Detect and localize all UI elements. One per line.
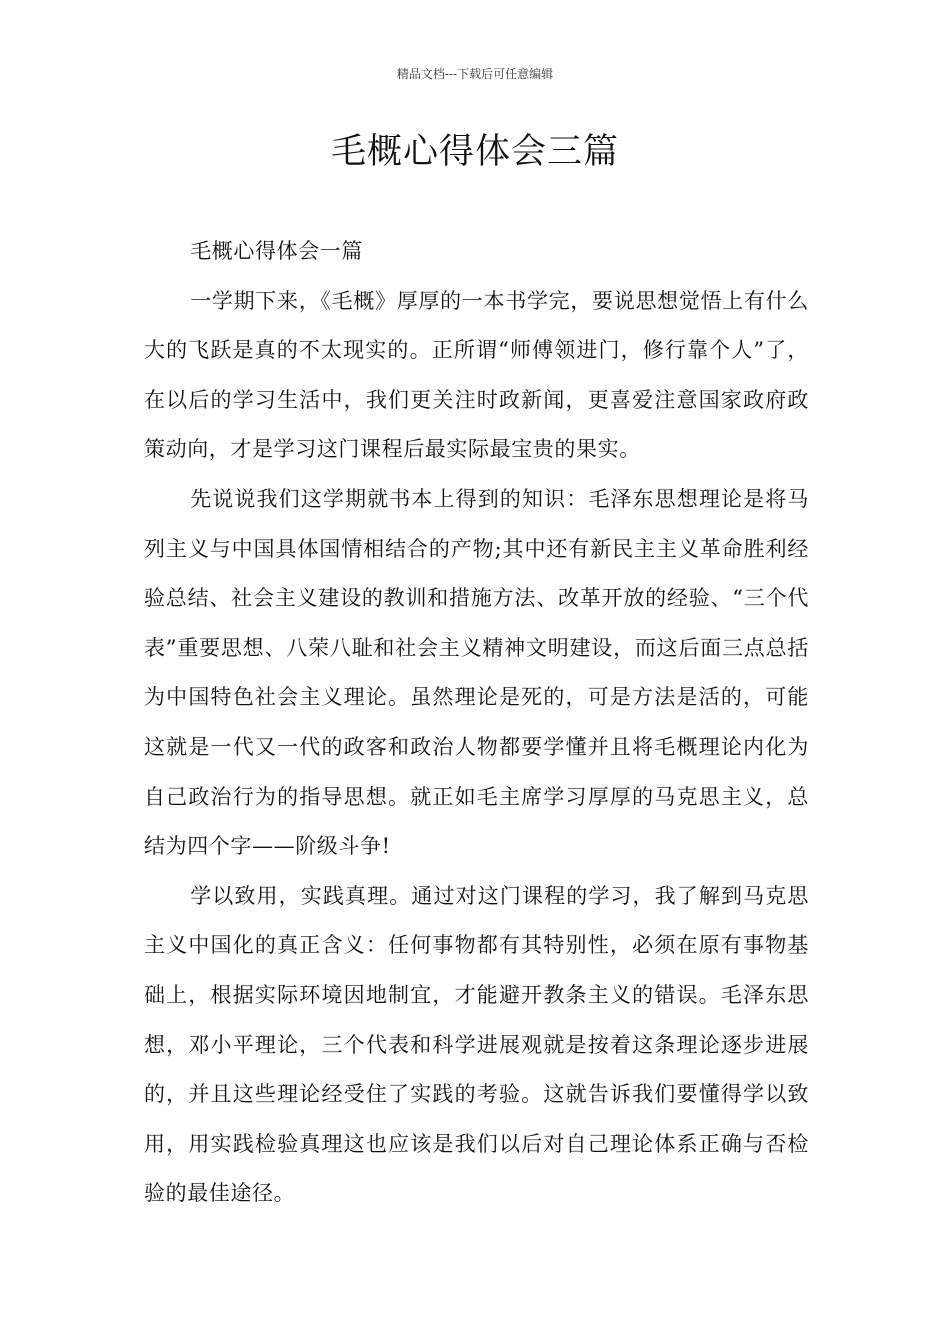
header-note: 精品文档---下载后可任意编辑: [396, 67, 554, 81]
document-title: 毛概心得体会三篇: [330, 132, 619, 172]
body-paragraph: 学以致用，实践真理。通过对这门课程的学习，我了解到马克思主义中国化的真正含义：任何事物都有其特别性，必须在原有事物基础上，根据实际环境因地制宜，才能避开教条主义的错误。毛泽东思想，邓小平理论，三个代表和科学进展观就是按着这条理论逐步进展的，并且这些理论经受住了实践的考验。这就告诉我们要懂得学以致用，用实践检验真理这也应该是我们以后对自己理论体系正确与否检验的最佳途径。: [144, 883, 809, 1206]
body-paragraph: 先说说我们这学期就书本上得到的知识：毛泽东思想理论是将马列主义与中国具体国情相结合的产物;其中还有新民主主义革命胜利经验总结、社会主义建设的教训和措施方法、改革开放的经验、“三个代表”重要思想、八荣八耻和社会主义精神文明建设，而这后面三点总括为中国特色社会主义理论。虽然理论是死的，可是方法是活的，可能这就是一代又一代的政客和政治人物都要学懂并且将毛概理论内化为自己政治行为的指导思想。就正如毛主席学习厚厚的马克思主义，总结为四个字——阶级斗争!: [144, 486, 809, 859]
document-body: [144, 227, 809, 1219]
section-heading: 毛概心得体会一篇: [190, 239, 363, 263]
body-paragraph: 一学期下来，《毛概》厚厚的一本书学完，要说思想觉悟上有什么大的飞跃是真的不太现实的。正所谓“师傅领进门，修行靠个人”了，在以后的学习生活中，我们更关注时政新闻，更喜爱注意国家政府政策动向，才是学习这门课程后最实际最宝贵的果实。: [144, 288, 809, 462]
